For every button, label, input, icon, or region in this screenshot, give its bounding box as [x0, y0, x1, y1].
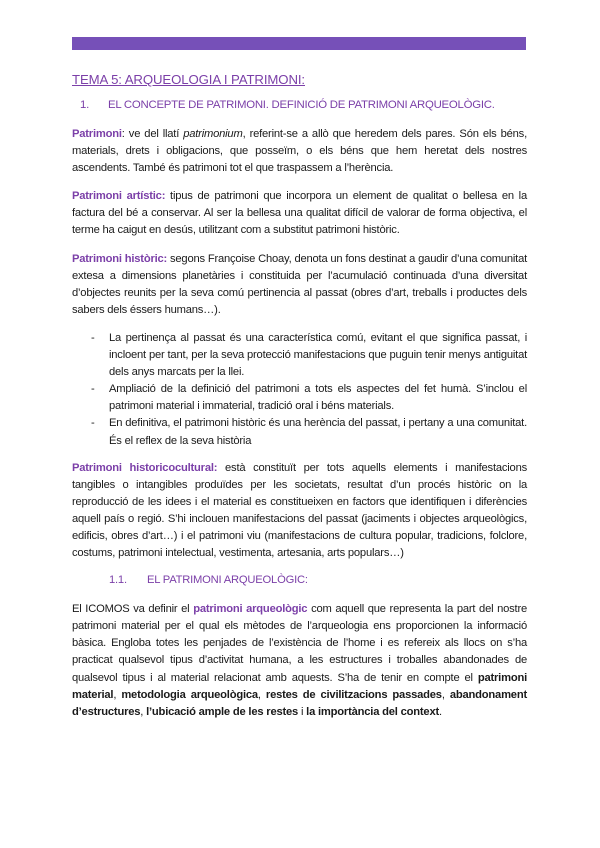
text-span: El ICOMOS va definir el	[72, 603, 194, 616]
list-marker: -	[91, 383, 95, 396]
paragraph-patrimoni	[72, 126, 527, 177]
text-span: tipus de patrimoni que incorpora un element de qualitat o bellesa en la factura del bé a conservar. Al ser la bellesa una qualitat difícil de valorar de forma objectiva, el terme ha caigut en desús, utilitzant com a substitut patrimoni històric.	[72, 190, 527, 237]
bold-phrase: restes de civilitzacions passades	[265, 688, 442, 701]
term-patrimoni-historic: Patrimoni històric:	[72, 252, 168, 265]
paragraph-patrimoni-artistic	[72, 188, 527, 239]
page-title: TEMA 5: ARQUEOLOGIA I PATRIMONI:	[72, 72, 305, 87]
latin-term: patrimonium	[183, 128, 243, 140]
list-item-text: En definitiva, el patrimoni històric és una herència del passat, i pertany a una comunitat. És el reflex de la seva història	[109, 417, 527, 447]
section-heading-1-1	[72, 573, 527, 587]
text-span: ,	[140, 705, 147, 718]
section-title: EL PATRIMONI ARQUEOLÒGIC:	[147, 574, 308, 587]
list-item	[72, 330, 527, 381]
text-span: i	[298, 705, 307, 718]
text-span: com aquell que representa la part del nostre patrimoni material per el qual els mètodes de l’arqueologia ens proporcionen la informació bàsica. Engloba totes les penjades de l’existència de l’home i es refereix als llocs on s’ha practicat qualsevol tipus d’activitat humana, a les estructures i troballes abandonades de qualsevol tipus i al material relacionat amb aquests. S’ha de tenir en compte el	[72, 603, 528, 684]
section-number: 1.1.	[109, 574, 127, 587]
list-item	[72, 381, 527, 415]
text-span: ,	[441, 688, 450, 701]
bold-phrase: patrimoni material	[72, 671, 527, 701]
term-patrimoni: Patrimoni	[72, 128, 122, 140]
header-accent-bar	[72, 37, 526, 50]
paragraph-patrimoni-arqueologic	[72, 601, 527, 721]
bold-phrase: l’ubicació ample de les restes	[146, 705, 299, 718]
list-marker: -	[91, 331, 95, 344]
list-marker: -	[91, 417, 95, 430]
bold-phrase: metodologia arqueològica	[121, 688, 258, 701]
text-span: : ve del llatí	[121, 128, 184, 140]
list-item-text: La pertinença al passat és una característica comú, evitant el que significa passat, i incloent per tant, per la seva protecció manifestacions que puguin tenir menys antiguitat dels anys marcats per la llei.	[109, 331, 527, 379]
section-title: EL CONCEPTE DE PATRIMONI. DEFINICIÓ DE PATRIMONI ARQUEOLÒGIC.	[108, 99, 495, 111]
list-item	[72, 415, 527, 449]
term-patrimoni-arqueologic: patrimoni arqueològic	[193, 603, 308, 616]
bold-phrase: abandonament d’estructures	[72, 688, 527, 718]
text-span: està constituït per tots aquells elements i manifestacions tangibles o intangibles produïdes per les societats, resultat d’un procés històric on la reproducció de les idees i el material es constitueixen en factors que identifiquen i diferències aquell país o regió. S’hi inclouen manifestacions del passat (jaciments i objectes arqueològics, edificis, obres d’art…) i el patrimoni viu (manifestacions de cultura popular, tradicions, folclore, costums, patrimoni intelectual, vestimenta, artesania, arts populars…)	[72, 461, 527, 560]
section-number: 1.	[80, 99, 89, 111]
term-patrimoni-historicocultural: Patrimoni historicocultural:	[72, 461, 218, 474]
paragraph-patrimoni-historicocultural	[72, 460, 527, 563]
text-span: ,	[113, 688, 122, 701]
text-span: ,	[257, 688, 266, 701]
section-heading-1	[72, 98, 527, 112]
list-item-text: Ampliació de la definició del patrimoni a tots els aspectes del fet humà. S’inclou el patrimoni material i immaterial, tradició oral i béns materials.	[109, 383, 527, 413]
term-patrimoni-artistic: Patrimoni artístic:	[72, 190, 166, 203]
bullet-list	[72, 330, 527, 450]
text-span: , referint-se a allò que heredem dels pares. Són els béns, materials, drets i obligacions, que posseïm, o els béns que hem heretat dels nostres ascendents. També és patrimoni tot el que traspassem a l’herència.	[72, 128, 527, 175]
paragraph-patrimoni-historic	[72, 251, 527, 319]
text-span: .	[439, 705, 442, 718]
bold-phrase: la importància del context	[306, 705, 439, 718]
text-span: segons Françoise Choay, denota un fons destinat a gaudir d’una comunitat extesa a dimensions planetàries i constituida per l’acumulació continuada d’una diversitat d’objectes reunits per la seva comú pertinencia al passat (obres d’art, treballs i productes dels sabers dels éssers humans…).	[72, 252, 527, 316]
document-body	[72, 72, 527, 732]
